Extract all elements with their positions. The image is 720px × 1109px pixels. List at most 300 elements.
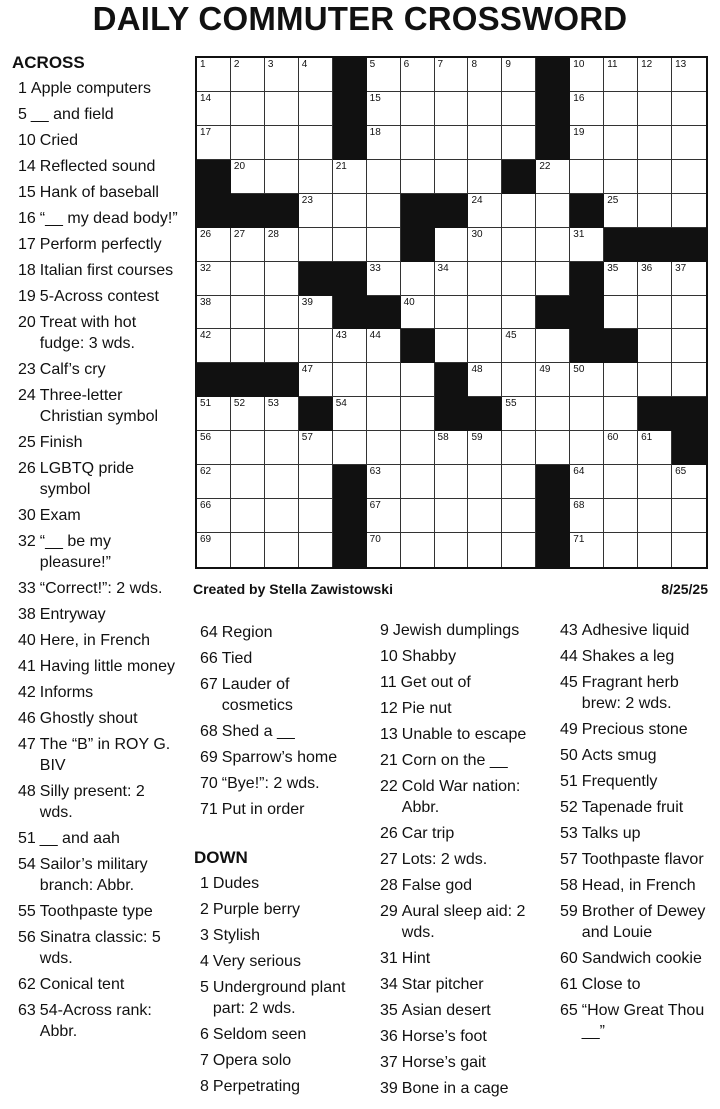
grid-cell[interactable] [367,363,401,397]
grid-cell[interactable] [468,160,502,194]
grid-cell[interactable] [367,58,401,92]
grid-cell[interactable] [468,126,502,160]
clue-number: 63 [18,1002,36,1019]
grid-cell[interactable] [367,194,401,228]
clue-text: Stylish [212,927,261,944]
grid-cell[interactable] [435,329,469,363]
clue-number: 11 [380,674,397,691]
grid-cell[interactable] [265,431,299,465]
clue-item [560,875,716,896]
grid-cell[interactable] [401,499,435,533]
grid-cell[interactable] [197,431,231,465]
grid-cell[interactable] [468,363,502,397]
grid-cell[interactable] [502,58,536,92]
grid-cell[interactable] [333,160,367,194]
clue-column-1 [12,52,178,1047]
grid-cell[interactable] [502,499,536,533]
grid-cell[interactable] [367,329,401,363]
grid-cell[interactable] [265,58,299,92]
clue-item [200,1050,360,1071]
grid-block [638,397,672,431]
grid-cell[interactable] [401,431,435,465]
clue-text: Jewish dumplings [392,622,520,639]
grid-cell[interactable] [333,329,367,363]
grid-cell[interactable] [367,160,401,194]
clue-text: Get out of [400,674,471,691]
clue-number: 4 [200,953,209,970]
grid-cell[interactable] [265,262,299,296]
grid-cell[interactable] [435,262,469,296]
grid-cell[interactable] [604,363,638,397]
grid-cell[interactable] [468,465,502,499]
clue-text: False god [401,877,473,894]
clue-number: 9 [380,622,389,639]
grid-cell[interactable] [604,126,638,160]
grid-cell[interactable] [604,499,638,533]
grid-cell[interactable] [570,92,604,126]
grid-cell[interactable] [536,363,570,397]
cell-number: 22 [539,160,551,172]
cell-number: 27 [233,228,246,240]
grid-cell[interactable] [672,363,706,397]
grid-cell[interactable] [265,92,299,126]
grid-cell[interactable] [502,228,536,262]
clue-item [560,745,716,766]
grid-cell[interactable] [197,296,231,330]
grid-cell[interactable] [536,160,570,194]
clue-number: 54 [18,856,36,873]
grid-block [502,160,536,194]
cell-number: 18 [369,126,381,138]
cell-number: 12 [641,59,653,70]
grid-cell[interactable] [638,160,672,194]
grid-cell[interactable] [265,397,299,431]
grid-cell[interactable] [570,465,604,499]
grid-cell[interactable] [231,228,265,262]
grid-cell[interactable] [231,262,265,296]
clue-text: Sinatra classic: 5 wds. [39,929,161,967]
grid-cell[interactable] [435,228,469,262]
grid-cell[interactable] [502,194,536,228]
grid-cell[interactable] [502,92,536,126]
clue-number: 67 [200,676,218,693]
grid-cell[interactable] [299,465,333,499]
clue-item [560,620,716,641]
grid-cell[interactable] [435,58,469,92]
grid-cell[interactable] [536,262,570,296]
grid-cell[interactable] [502,465,536,499]
grid-block [604,228,638,262]
grid-cell[interactable] [604,431,638,465]
cell-number: 49 [539,364,551,376]
cell-number: 68 [573,500,585,512]
clue-text: Lauder of cosmetics [221,676,293,714]
clue-item [18,531,178,573]
clue-text: Very serious [212,953,301,970]
grid-cell[interactable] [536,194,570,228]
clue-item [18,385,178,427]
grid-cell[interactable] [299,194,333,228]
cell-number: 55 [505,398,517,410]
grid-cell[interactable] [299,499,333,533]
grid-cell[interactable] [231,58,265,92]
grid-cell[interactable] [401,262,435,296]
grid-cell[interactable] [299,296,333,330]
grid-cell[interactable] [638,499,672,533]
grid-cell[interactable] [367,499,401,533]
grid-cell[interactable] [299,92,333,126]
grid-cell[interactable] [401,397,435,431]
grid-block [536,126,570,160]
clue-number: 61 [560,976,578,993]
clue-number: 29 [380,903,398,920]
clue-text: Calf’s cry [39,361,106,378]
clue-text: Corn on the __ [401,752,508,769]
grid-cell[interactable] [604,194,638,228]
grid-cell[interactable] [299,126,333,160]
grid-cell[interactable] [570,228,604,262]
grid-cell[interactable] [468,431,502,465]
clue-item [18,604,178,625]
grid-cell[interactable] [536,397,570,431]
grid-cell[interactable] [265,296,299,330]
grid-cell[interactable] [299,363,333,397]
cell-number: 54 [335,398,347,410]
grid-cell[interactable] [672,92,706,126]
cell-number: 60 [607,432,619,444]
grid-cell[interactable] [570,126,604,160]
clue-number: 12 [380,700,398,717]
clue-number: 26 [380,825,398,842]
grid-cell[interactable] [672,296,706,330]
grid-cell[interactable] [367,533,401,567]
grid-cell[interactable] [367,126,401,160]
cell-number: 65 [675,466,687,478]
grid-cell[interactable] [367,262,401,296]
grid-block [197,194,231,228]
clue-number: 44 [560,648,578,665]
grid-cell[interactable] [638,363,672,397]
grid-cell[interactable] [468,58,502,92]
grid-cell[interactable] [502,262,536,296]
grid-block [231,363,265,397]
grid-cell[interactable] [401,465,435,499]
grid-cell[interactable] [401,363,435,397]
clue-item [560,823,716,844]
grid-cell[interactable] [672,465,706,499]
clue-item [380,672,550,693]
clue-number: 7 [200,1052,209,1069]
grid-cell[interactable] [502,431,536,465]
grid-cell[interactable] [231,533,265,567]
clue-item [18,901,178,922]
grid-block [570,329,604,363]
clue-text: Unable to escape [401,726,527,743]
grid-cell[interactable] [604,58,638,92]
grid-cell[interactable] [231,126,265,160]
cell-number: 69 [200,534,212,546]
grid-cell[interactable] [536,329,570,363]
grid-cell[interactable] [638,431,672,465]
grid-cell[interactable] [638,533,672,567]
clue-text: Perform perfectly [39,236,162,253]
clue-number: 48 [18,783,36,800]
cell-number: 30 [471,228,483,240]
grid-cell[interactable] [638,92,672,126]
grid-cell[interactable] [231,397,265,431]
grid-cell[interactable] [231,329,265,363]
grid-cell[interactable] [197,533,231,567]
clue-number: 41 [18,658,36,675]
grid-cell[interactable] [672,262,706,296]
grid-block [536,92,570,126]
cell-number: 57 [301,432,313,444]
clue-number: 66 [200,650,218,667]
grid-cell[interactable] [570,397,604,431]
grid-cell[interactable] [468,499,502,533]
grid-cell[interactable] [333,431,367,465]
grid-cell[interactable] [299,58,333,92]
grid-cell[interactable] [502,363,536,397]
grid-cell[interactable] [638,296,672,330]
clue-item [380,698,550,719]
cell-number: 64 [573,466,585,478]
grid-cell[interactable] [435,431,469,465]
clue-text: “How Great Thou __” [581,1002,705,1040]
across-clue-list-continued [200,622,360,820]
grid-block [435,194,469,228]
grid-cell[interactable] [672,58,706,92]
grid-cell[interactable] [197,397,231,431]
grid-cell[interactable] [299,160,333,194]
grid-cell[interactable] [265,228,299,262]
clue-number: 38 [18,606,36,623]
grid-cell[interactable] [435,533,469,567]
clue-number: 6 [200,1026,209,1043]
clue-number: 5 [18,106,27,123]
cell-number: 34 [437,262,449,274]
clue-number: 46 [18,710,36,727]
clue-item [18,312,178,354]
clue-text: Conical tent [39,976,125,993]
grid-block [333,499,367,533]
grid-cell[interactable] [197,499,231,533]
cell-number: 62 [200,466,212,478]
grid-cell[interactable] [401,58,435,92]
grid-cell[interactable] [604,160,638,194]
grid-cell[interactable] [299,533,333,567]
grid-cell[interactable] [604,397,638,431]
grid-cell[interactable] [570,58,604,92]
clue-text: Apple computers [30,80,151,97]
grid-cell[interactable] [401,160,435,194]
grid-cell[interactable] [435,92,469,126]
clue-text: Asian desert [401,1002,491,1019]
clue-text: Star pitcher [401,976,484,993]
grid-cell[interactable] [604,92,638,126]
grid-cell[interactable] [502,533,536,567]
grid-cell[interactable] [197,92,231,126]
grid-cell[interactable] [570,431,604,465]
clue-number: 2 [200,901,209,918]
grid-cell[interactable] [265,126,299,160]
cell-number: 13 [675,59,687,70]
clue-text: Bone in a cage [401,1080,509,1097]
grid-cell[interactable] [197,262,231,296]
grid-cell[interactable] [638,126,672,160]
grid-cell[interactable] [468,228,502,262]
clue-number: 30 [18,507,36,524]
grid-cell[interactable] [638,465,672,499]
grid-cell[interactable] [265,499,299,533]
grid-cell[interactable] [231,465,265,499]
grid-cell[interactable] [672,329,706,363]
grid-cell[interactable] [638,58,672,92]
cell-number: 71 [573,534,585,546]
cell-number: 7 [437,59,444,70]
grid-cell[interactable] [435,160,469,194]
clue-text: Sandwich cookie [581,950,702,967]
grid-cell[interactable] [197,58,231,92]
grid-cell[interactable] [570,363,604,397]
grid-block [536,58,570,92]
grid-cell[interactable] [570,533,604,567]
grid-block [265,363,299,397]
grid-cell[interactable] [536,431,570,465]
grid-cell[interactable] [265,329,299,363]
grid-block [570,262,604,296]
clue-text: Finish [39,434,83,451]
grid-cell[interactable] [672,533,706,567]
grid-cell[interactable] [672,160,706,194]
grid-cell[interactable] [299,228,333,262]
grid-cell[interactable] [638,194,672,228]
clue-text: Toothpaste type [39,903,153,920]
grid-cell[interactable] [502,126,536,160]
grid-cell[interactable] [367,397,401,431]
grid-cell[interactable] [468,533,502,567]
grid-cell[interactable] [468,296,502,330]
grid-cell[interactable] [570,160,604,194]
clue-text: Horse’s gait [401,1054,486,1071]
grid-cell[interactable] [367,465,401,499]
grid-cell[interactable] [435,126,469,160]
puzzle-date: 8/25/25 [661,581,708,597]
clue-number: 70 [200,775,218,792]
grid-cell[interactable] [197,465,231,499]
clue-item [560,974,716,995]
cell-number: 40 [403,296,415,308]
grid-cell[interactable] [672,194,706,228]
clue-text: Close to [581,976,641,993]
grid-cell[interactable] [604,296,638,330]
grid-cell[interactable] [231,431,265,465]
clue-item [380,875,550,896]
grid-cell[interactable] [265,465,299,499]
grid-cell[interactable] [367,228,401,262]
grid-cell[interactable] [197,228,231,262]
grid-cell[interactable] [638,329,672,363]
grid-cell[interactable] [672,499,706,533]
grid-block [299,397,333,431]
grid-cell[interactable] [401,126,435,160]
grid-cell[interactable] [367,431,401,465]
crossword-grid[interactable] [195,56,708,569]
grid-cell[interactable] [197,329,231,363]
clue-item [18,78,178,99]
grid-cell[interactable] [401,296,435,330]
clue-number: 51 [18,830,36,847]
grid-cell[interactable] [638,262,672,296]
clue-text: Shakes a leg [581,648,675,665]
cell-number: 26 [200,228,212,240]
grid-cell[interactable] [502,329,536,363]
grid-cell[interactable] [604,262,638,296]
grid-cell[interactable] [468,329,502,363]
grid-cell[interactable] [435,499,469,533]
cell-number: 10 [573,59,585,70]
clue-text: Cold War nation: Abbr. [401,778,521,816]
grid-cell[interactable] [333,194,367,228]
grid-cell[interactable] [570,499,604,533]
grid-cell[interactable] [435,465,469,499]
grid-cell[interactable] [231,92,265,126]
grid-cell[interactable] [197,126,231,160]
clue-item [200,799,360,820]
grid-cell[interactable] [367,92,401,126]
grid-cell[interactable] [265,533,299,567]
clue-number: 23 [18,361,36,378]
clue-number: 45 [560,674,578,691]
clue-number: 64 [200,624,218,641]
clue-number: 28 [380,877,398,894]
clue-text: “__ be my pleasure!” [39,533,111,571]
clue-text: Brother of Dewey and Louie [581,903,706,941]
grid-cell[interactable] [401,533,435,567]
grid-cell[interactable] [502,397,536,431]
grid-cell[interactable] [435,296,469,330]
grid-cell[interactable] [231,160,265,194]
clue-item [18,286,178,307]
grid-cell[interactable] [468,194,502,228]
grid-cell[interactable] [604,533,638,567]
grid-cell[interactable] [604,465,638,499]
cell-number: 5 [369,59,376,70]
grid-cell[interactable] [672,126,706,160]
clue-item [18,234,178,255]
clue-item [380,1052,550,1073]
grid-cell[interactable] [299,431,333,465]
clue-text: Frequently [581,773,658,790]
grid-cell[interactable] [401,92,435,126]
clue-item [380,646,550,667]
grid-cell[interactable] [536,228,570,262]
grid-cell[interactable] [231,296,265,330]
grid-cell[interactable] [502,296,536,330]
grid-cell[interactable] [468,262,502,296]
grid-cell[interactable] [333,397,367,431]
grid-cell[interactable] [468,92,502,126]
clue-text: Exam [39,507,81,524]
clue-number: 56 [18,929,36,946]
grid-cell[interactable] [231,499,265,533]
grid-cell[interactable] [333,363,367,397]
grid-cell[interactable] [265,160,299,194]
clue-text: Dudes [212,875,260,892]
grid-cell[interactable] [333,228,367,262]
clue-item [560,1000,716,1042]
grid-cell[interactable] [299,329,333,363]
